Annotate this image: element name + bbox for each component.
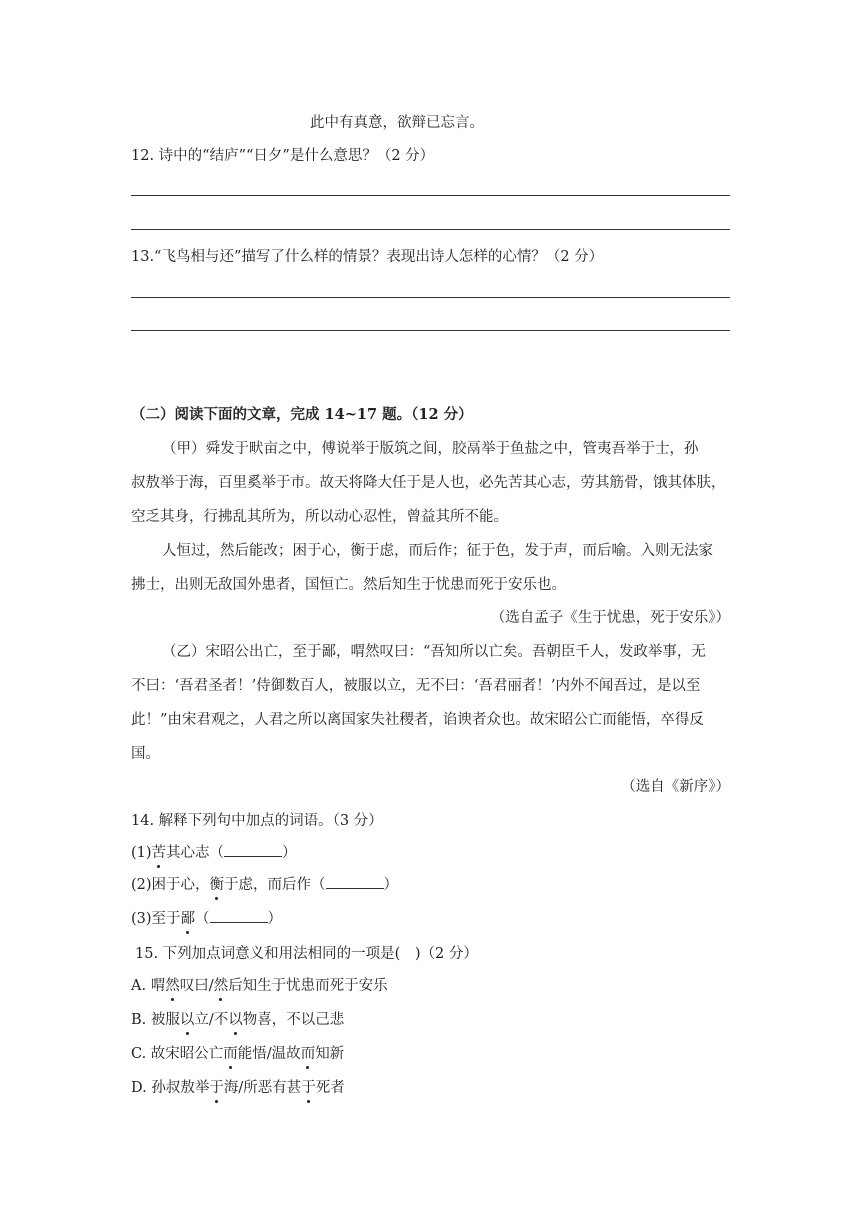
emphasis-dot-char: 衡 xyxy=(209,877,225,893)
question-14: 14. 解释下列句中加点的词语。（3 分） xyxy=(131,813,383,829)
emphasis-dot-char: 以 xyxy=(179,1012,195,1028)
emphasis-dot-char: 苦 xyxy=(151,845,167,861)
passage-b-line: 不曰：‘吾君圣者！’侍御数百人，被服以立，无不曰：‘吾君丽者！’内外不闻吾过，是以至 xyxy=(131,678,701,694)
q15-option-b[interactable]: B. 被服以立/不以物喜，不以己悲 xyxy=(131,1012,345,1028)
passage-b-line: （乙）宋昭公出亡，至于鄙，喟然叹曰：“吾知所以亡矣。吾朝臣千人，发政举事，无 xyxy=(162,644,706,660)
emphasis-dot-char: 以 xyxy=(228,1012,243,1028)
q14-item-1: (1)苦其心志（ ） xyxy=(131,842,297,863)
answer-blank[interactable] xyxy=(210,908,268,923)
passage-b-line: 此！”由宋君观之，人君之所以离国家失社稷者，谄谀者众也。故宋昭公亡而能悟，卒得反 xyxy=(131,712,704,728)
question-12: 12. 诗中的“结庐”“日夕”是什么意思？（2 分） xyxy=(131,148,435,164)
question-15: 15. 下列加点词意义和用法相同的一项是( )（2 分） xyxy=(135,946,478,962)
passage-b-source: （选自《新序》） xyxy=(621,779,730,795)
answer-blank[interactable] xyxy=(224,842,282,857)
emphasis-dot-char: 鄙 xyxy=(180,911,196,927)
passage-a-line: 叔敖举于海，百里奚举于市。故天将降大任于是人也，必先苦其心志，劳其筋骨，饿其体肤， xyxy=(131,475,726,491)
passage-a-source: （选自孟子《生于忧患，死于安乐》） xyxy=(490,610,730,626)
section-heading: （二）阅读下面的文章，完成 14~17 题。（12 分） xyxy=(131,406,473,423)
passage-a-line: 拂士，出则无敌国外患者，国恒亡。然后知生于忧患而死于安乐也。 xyxy=(131,577,566,593)
q15-option-d[interactable]: D. 孙叔敖举于海/所恶有甚于死者 xyxy=(131,1080,345,1096)
emphasis-dot-char: 然 xyxy=(213,978,229,994)
poem-last-line: 此中有真意，欲辩已忘言。 xyxy=(310,115,484,131)
answer-line[interactable] xyxy=(131,229,730,230)
q15-option-a[interactable]: A. 喟然叹曰/然后知生于忧患而死于安乐 xyxy=(131,978,388,994)
answer-line[interactable] xyxy=(131,195,730,196)
q14-item-3: (3)至于鄙（ ） xyxy=(131,908,282,929)
passage-a-line: 人恒过，然后能改；困于心，衡于虑，而后作；征于色，发于声，而后喻。入则无法家 xyxy=(162,543,713,559)
passage-a-line: （甲）舜发于畎亩之中，傅说举于版筑之间，胶鬲举于鱼盐之中，管夷吾举于士，孙 xyxy=(162,441,699,457)
passage-a-line: 空乏其身，行拂乱其所为，所以动心忍性，曾益其所不能。 xyxy=(131,509,508,525)
passage-b-line: 国。 xyxy=(131,746,160,762)
emphasis-dot-char: 然 xyxy=(165,978,180,994)
emphasis-dot-char: 于 xyxy=(209,1080,224,1096)
emphasis-dot-char: 而 xyxy=(300,1046,316,1062)
q14-item-2: (2)困于心，衡于虑，而后作（ ） xyxy=(131,874,398,895)
answer-line[interactable] xyxy=(131,330,730,331)
question-13: 13.“飞鸟相与还”描写了什么样的情景？表现出诗人怎样的心情？（2 分） xyxy=(131,249,604,265)
answer-blank[interactable] xyxy=(326,874,384,889)
emphasis-dot-char: 于 xyxy=(301,1080,316,1096)
q15-option-c[interactable]: C. 故宋昭公亡而能悟/温故而知新 xyxy=(131,1046,345,1062)
answer-line[interactable] xyxy=(131,297,730,298)
emphasis-dot-char: 而 xyxy=(223,1046,238,1062)
